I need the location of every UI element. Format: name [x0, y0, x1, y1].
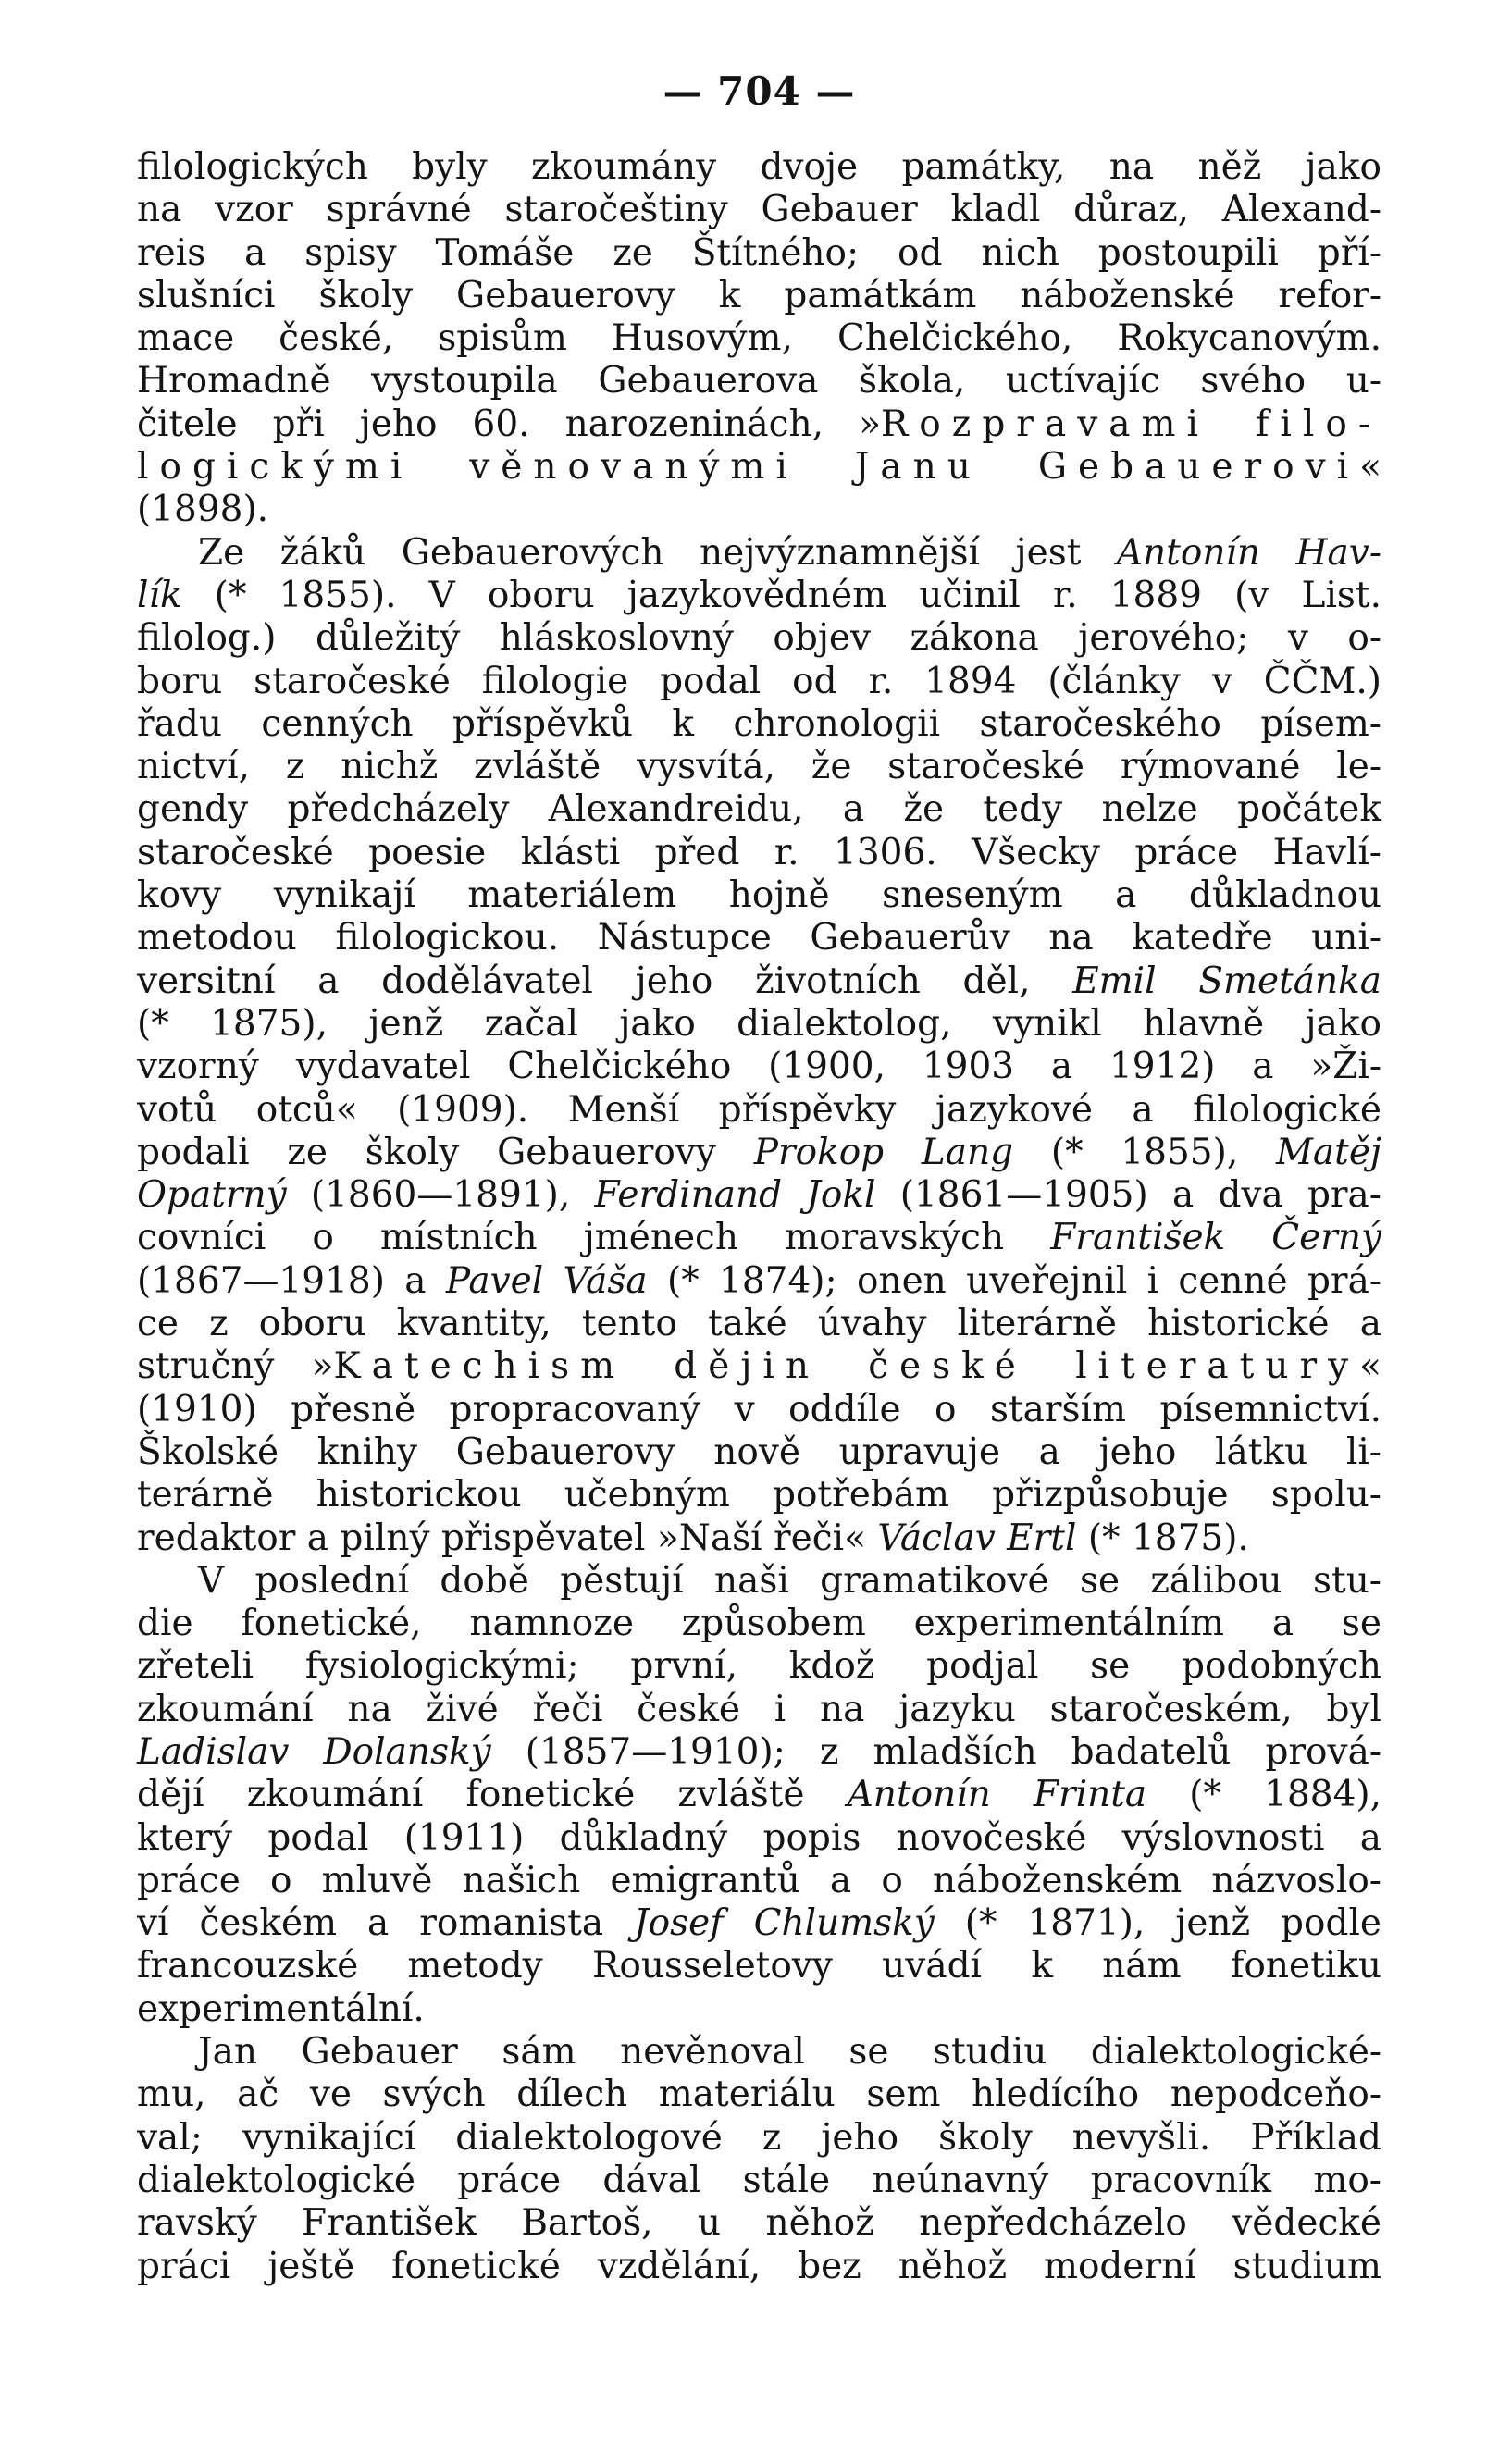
text-run: nictví, z nichž zvláště vysvítá, že staročeské rýmované le-: [137, 746, 1381, 788]
text-line: [137, 1389, 1381, 1431]
text-run: Ze žáků Gebauerových nejvýznamnější jest: [198, 531, 1117, 574]
text-line: [137, 1645, 1381, 1688]
italic-name: Prokop Lang: [753, 1131, 1014, 1173]
text-run: «: [1359, 446, 1381, 489]
spaced-title: logickými věnovanými Janu Gebauerovi: [137, 446, 1360, 489]
italic-name: Matěj: [1275, 1131, 1381, 1173]
text-run: versitní a dodělávatel jeho životních děl,: [137, 960, 1073, 1002]
text-run: boru staročeské filologie podal od r. 1894 (články v ČČM.): [137, 660, 1381, 702]
text-line: [137, 661, 1381, 703]
book-page: [137, 0, 1381, 2464]
text-line: [137, 146, 1381, 189]
text-line: [137, 2246, 1381, 2288]
text-line: [137, 1689, 1381, 1731]
text-line: [137, 1132, 1381, 1174]
text-run: filolog.) důležitý hláskoslovný objev zákona jerového; v o-: [137, 617, 1381, 660]
text-line: [137, 232, 1381, 275]
text-line: [137, 2074, 1381, 2116]
text-run: řadu cenných příspěvků k chronologii staročeského písem-: [137, 702, 1381, 745]
text-line: [137, 446, 1381, 489]
text-line: [137, 360, 1381, 402]
italic-name: Ferdinand Jokl: [594, 1174, 876, 1217]
text-line: [137, 617, 1381, 660]
text-run: ravský František Bartoš, u něhož nepředcházelo vědecké: [137, 2202, 1381, 2245]
text-run: (* 1855). V oboru jazykovědném učinil r. 1889 (v List.: [181, 574, 1381, 616]
text-line: [137, 1731, 1381, 1774]
text-run: zkoumání na živé řeči české i na jazyku staročeském, byl: [137, 1688, 1381, 1730]
text-line: [137, 1217, 1381, 1259]
spaced-title: Katechism dějin české literatury: [333, 1345, 1360, 1388]
text-line: [137, 917, 1381, 960]
text-line: [137, 403, 1381, 446]
text-run: covníci o místních jménech moravských: [137, 1217, 1051, 1259]
text-run: zřeteli fysiologickými; první, kdož podjal se podobných: [137, 1645, 1381, 1688]
text-line: [137, 1089, 1381, 1132]
text-line: [137, 1860, 1381, 1902]
text-run: podali ze školy Gebauerovy: [137, 1131, 754, 1173]
text-line: [137, 1303, 1381, 1345]
text-run: (* 1871), jenž podle: [934, 1902, 1381, 1945]
text-run: slušníci školy Gebauerovy k památkám náboženské refor-: [137, 274, 1381, 316]
text-run: ví českém a romanista: [137, 1902, 635, 1945]
text-run: mace české, spisům Husovým, Chelčického, Rokycanovým.: [137, 317, 1381, 360]
text-line: [137, 2117, 1381, 2160]
text-line: [137, 746, 1381, 788]
text-line: [137, 575, 1381, 617]
text-line: [137, 1817, 1381, 1860]
text-run: (* 1874); onen uveřejnil i cenné prá-: [647, 1259, 1382, 1302]
text-run: Školské knihy Gebauerovy nově upravuje a jeho látku li-: [137, 1430, 1381, 1473]
text-run: metodou filologickou. Nástupce Gebauerův na katedře uni-: [137, 917, 1381, 960]
text-line: [137, 1517, 1381, 1560]
text-line: [137, 2160, 1381, 2202]
text-line: [137, 1345, 1381, 1388]
text-run: (* 1875).: [1076, 1517, 1249, 1559]
text-run: čitele při jeho 60. narozeninách, »: [137, 402, 881, 445]
text-line: [137, 275, 1381, 317]
text-run: který podal (1911) důkladný popis novočeské výslovnosti a: [137, 1816, 1381, 1859]
text-run: práce o mluvě našich emigrantů a o náboženském názvoslo-: [137, 1859, 1381, 1901]
text-line: [137, 1046, 1381, 1088]
text-run: kovy vynikají materiálem hojně sneseným a důkladnou: [137, 874, 1381, 917]
text-line: [137, 532, 1381, 575]
text-run: (* 1884),: [1146, 1774, 1381, 1816]
text-line: [137, 1431, 1381, 1474]
text-line: [137, 1988, 1381, 2031]
text-line: [137, 2202, 1381, 2245]
text-run: dialektologické práce dával stále neúnavný pracovník mo-: [137, 2159, 1381, 2201]
text-run: experimentální.: [137, 1987, 425, 2030]
italic-name: Antonín Frinta: [847, 1774, 1147, 1816]
text-run: francouzské metody Rousseletovy uvádí k nám fonetiku: [137, 1945, 1381, 1987]
text-line: [137, 2031, 1381, 2074]
text-run: redaktor a pilný přispěvatel »Naší řeči«: [137, 1517, 878, 1559]
spaced-title: Rozpravami filo-: [880, 402, 1381, 445]
italic-name: Pavel Váša: [445, 1259, 648, 1302]
text-run: mu, ač ve svých dílech materiálu sem hledícího nepodceňo-: [137, 2074, 1381, 2116]
text-run: (1898).: [137, 489, 269, 531]
text-line: [137, 489, 1381, 531]
text-run: (* 1875), jenž začal jako dialektolog, vynikl hlavně jako: [137, 1002, 1381, 1045]
text-run: V poslední době pěstují naši gramatikové se zálibou stu-: [198, 1559, 1381, 1602]
italic-name: Josef Chlumský: [634, 1902, 935, 1945]
italic-name: Ladislav Dolanský: [137, 1730, 491, 1773]
text-line: [137, 874, 1381, 917]
text-run: (* 1855),: [1013, 1131, 1276, 1173]
text-line: [137, 1260, 1381, 1303]
italic-name: František Černý: [1050, 1217, 1381, 1259]
text-line: [137, 1945, 1381, 1987]
text-run: na vzor správné staročeštiny Gebauer kladl důraz, Alexand-: [137, 189, 1381, 231]
text-run: filologických byly zkoumány dvoje památky, na něž jako: [137, 146, 1381, 188]
text-line: [137, 788, 1381, 831]
text-run: stručný »: [137, 1345, 334, 1388]
text-run: gendy předcházely Alexandreidu, a že tedy nelze počátek: [137, 788, 1381, 831]
text-line: [137, 1902, 1381, 1945]
text-run: «: [1359, 1345, 1382, 1388]
page-number: — 704 —: [663, 68, 856, 114]
text-run: (1860—1891),: [286, 1174, 595, 1217]
text-run: reis a spisy Tomáše ze Štítného; od nich postoupili pří-: [137, 231, 1381, 274]
text-run: ce z oboru kvantity, tento také úvahy literárně historické a: [137, 1303, 1381, 1345]
text-line: [137, 1603, 1381, 1645]
text-line: [137, 189, 1381, 231]
text-line: [137, 1003, 1381, 1046]
italic-name: Emil Smetánka: [1072, 960, 1381, 1002]
text-line: [137, 703, 1381, 746]
text-line: [137, 1774, 1381, 1816]
italic-name: Václav Ertl: [877, 1517, 1077, 1559]
text-line: [137, 960, 1381, 1003]
italic-name: Opatrný: [137, 1174, 287, 1217]
text-line: [137, 1174, 1381, 1217]
text-run: die fonetické, namnoze způsobem experimentálním a se: [137, 1603, 1381, 1645]
text-line: [137, 1474, 1381, 1517]
text-run: práci ještě fonetické vzdělání, bez něhož moderní studium: [137, 2245, 1381, 2287]
text-run: (1861—1905) a dva pra-: [875, 1174, 1381, 1217]
text-run: Jan Gebauer sám nevěnoval se studiu dialektologické-: [198, 2031, 1381, 2074]
text-line: [137, 317, 1381, 360]
text-run: votů otců« (1909). Menší příspěvky jazykové a filologické: [137, 1088, 1381, 1131]
body-text: [137, 146, 1381, 2288]
italic-name: lík: [137, 574, 182, 616]
text-run: (1910) přesně propracovaný v oddíle o starším písemnictví.: [137, 1388, 1381, 1430]
text-run: terárně historickou učebným potřebám přizpůsobuje spolu-: [137, 1474, 1381, 1517]
italic-name: Antonín Hav-: [1116, 531, 1381, 574]
text-line: [137, 1560, 1381, 1603]
text-run: vzorný vydavatel Chelčického (1900, 1903 a 1912) a »Ži-: [137, 1046, 1381, 1088]
text-run: dějí zkoumání fonetické zvláště: [137, 1774, 848, 1816]
text-run: Hromadně vystoupila Gebauerova škola, uctívajíc svého u-: [137, 360, 1381, 402]
text-run: val; vynikající dialektologové z jeho školy nevyšli. Příklad: [137, 2116, 1381, 2159]
text-run: (1867—1918) a: [137, 1259, 446, 1302]
text-run: staročeské poesie klásti před r. 1306. Všecky práce Havlí-: [137, 831, 1381, 873]
text-line: [137, 832, 1381, 874]
text-run: (1857—1910); z mladších badatelů prová-: [490, 1730, 1381, 1773]
